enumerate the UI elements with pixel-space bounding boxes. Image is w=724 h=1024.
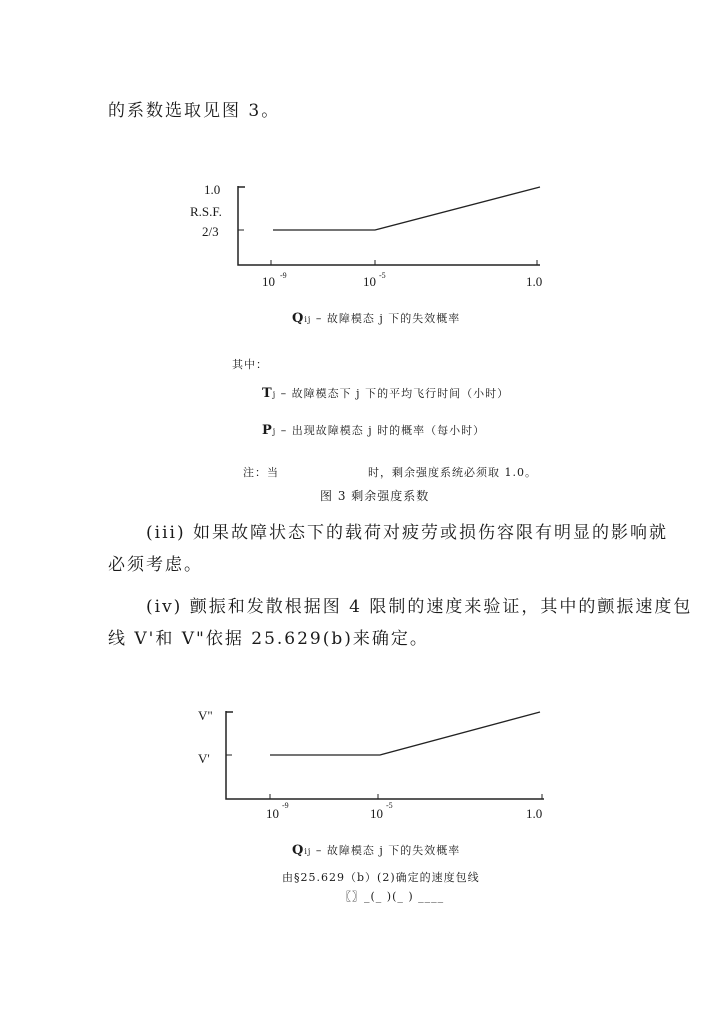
- para-iv-line2: 线 V'和 V"依据 25.629(b)来确定。: [108, 629, 429, 649]
- fig4-series-line: [270, 712, 540, 755]
- fig4-y-label-v1: V': [198, 751, 210, 766]
- fig4-x-exp-1: -9: [282, 801, 289, 810]
- t-subscript: j: [272, 390, 277, 399]
- p-symbol: P: [262, 423, 273, 438]
- q-description-2: – 故障模态 j 下的失效概率: [315, 844, 461, 857]
- fig3-legend-q: [292, 310, 460, 326]
- fig4-y-label-v2: V": [198, 708, 213, 723]
- fig4-legend-q: [292, 842, 460, 858]
- fig4-placeholder-line: 〖〗_(_ )(_ ) ____: [340, 890, 445, 903]
- figure-3-chart: [180, 170, 600, 290]
- fig3-x-exp-2: -5: [379, 271, 386, 280]
- fig3-note-prefix: 注：当: [243, 466, 279, 479]
- q-symbol: Q: [292, 311, 305, 326]
- fig3-legend-t: [262, 385, 509, 401]
- intro-line: 的系数选取见图 3。: [108, 101, 281, 121]
- fig4-envelope-line: 由§25.629（b）(2)确定的速度包线: [282, 871, 480, 884]
- para-iv-line1: (iv) 颤振和发散根据图 4 限制的速度来验证，其中的颤振速度包: [146, 597, 693, 617]
- fig3-legend-p: [262, 422, 485, 438]
- fig3-y-label-rsf: R.S.F.: [190, 204, 222, 219]
- fig4-x-label-3: 1.0: [526, 806, 543, 821]
- fig3-series-line: [273, 187, 540, 230]
- q-symbol-2: Q: [292, 843, 305, 858]
- figure-4-chart: [180, 700, 600, 825]
- q-description: – 故障模态 j 下的失效概率: [315, 312, 461, 325]
- fig3-y-label-23: 2/3: [202, 224, 219, 239]
- p-subscript: j: [272, 427, 277, 436]
- fig3-y-axis: [238, 186, 540, 265]
- fig3-x-label-3: 1.0: [526, 274, 543, 289]
- figure-3-caption: 图 3 剩余强度系数: [320, 489, 430, 503]
- t-description: – 故障模态下 j 下的平均飞行时间（小时）: [280, 387, 510, 400]
- q-subscript-2: ij: [304, 847, 312, 856]
- q-subscript: ij: [304, 315, 312, 324]
- fig4-x-label-2: 10: [370, 806, 383, 821]
- para-iii-line2: 必须考虑。: [108, 555, 203, 575]
- where-label: 其中：: [232, 358, 268, 371]
- p-description: – 出现故障模态 j 时的概率（每小时）: [280, 424, 486, 437]
- para-iii-line1: (iii) 如果故障状态下的载荷对疲劳或损伤容限有明显的影响就: [146, 523, 668, 543]
- t-symbol: T: [262, 386, 273, 401]
- fig3-note-suffix: 时，剩余强度系统必须取 1.0。: [368, 466, 537, 479]
- fig3-x-exp-1: -9: [280, 271, 287, 280]
- fig4-x-label-1: 10: [266, 806, 279, 821]
- fig3-x-label-2: 10: [363, 274, 376, 289]
- fig3-y-label-1: 1.0: [204, 182, 221, 197]
- fig4-x-exp-2: -5: [386, 801, 393, 810]
- fig3-x-label-1: 10: [262, 274, 275, 289]
